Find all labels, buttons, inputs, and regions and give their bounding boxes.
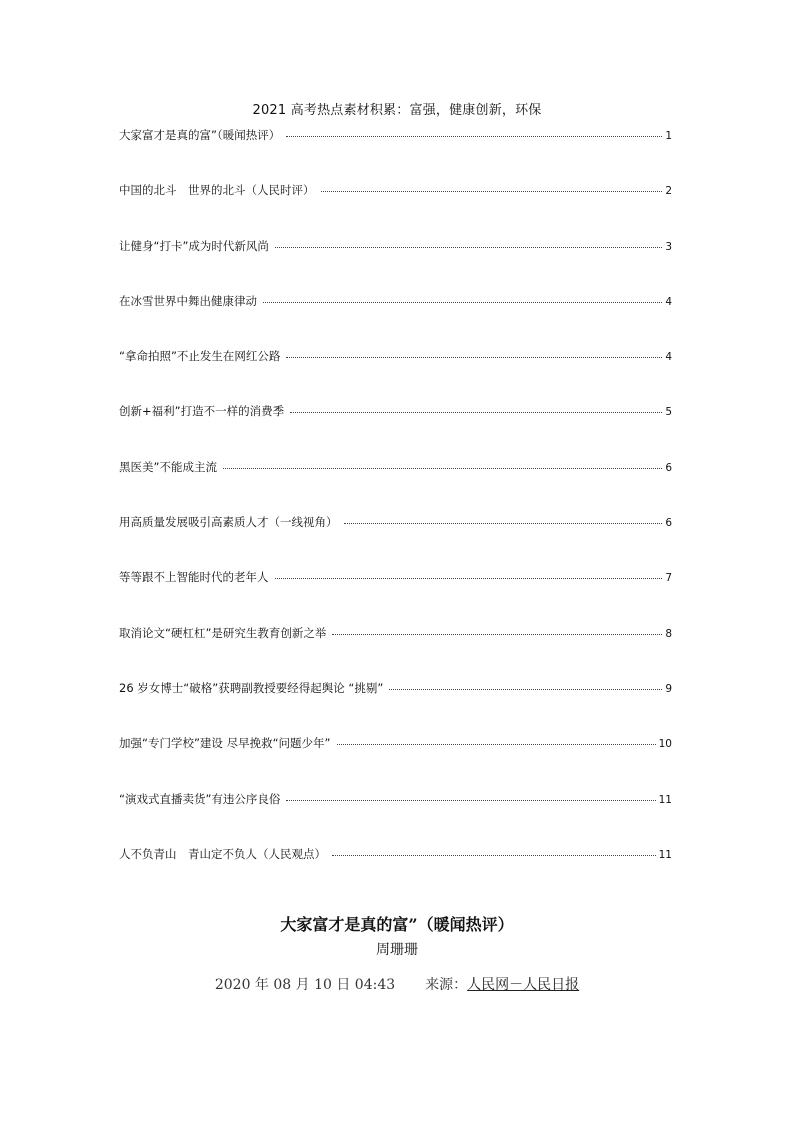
toc-entry[interactable] [119,293,672,348]
toc-dot-leader [290,412,662,413]
toc-entry-page: 8 [665,627,672,640]
toc-entry-page: 4 [665,351,672,364]
toc-entry[interactable] [119,348,672,403]
toc-dot-leader [389,689,662,690]
toc-entry[interactable] [119,680,672,735]
toc-entry-page: 2 [665,185,672,198]
toc-entry[interactable] [119,846,672,901]
toc-dot-leader [263,302,662,303]
toc-entry[interactable] [119,127,672,182]
toc-entry-title: 加强“专门学校”建设 尽早挽救“问题少年” [119,736,331,751]
toc-entry-page: 3 [665,240,672,253]
toc-entry-title: 在冰雪世界中舞出健康律动 [119,293,257,308]
table-of-contents [119,127,672,901]
toc-entry-page: 7 [665,572,672,585]
toc-entry-title: “拿命拍照”不止发生在网红公路 [119,349,281,364]
toc-entry-page: 4 [665,295,672,308]
article-meta [0,974,794,994]
toc-dot-leader [337,744,656,745]
toc-entry-title: “演戏式直播卖货”有违公序良俗 [119,791,281,806]
toc-dot-leader [275,578,663,579]
toc-entry-page: 5 [665,406,672,419]
toc-dot-leader [286,357,662,358]
toc-dot-leader [275,247,662,248]
toc-entry-title: 中国的北斗 世界的北斗（人民时评） [119,183,315,198]
toc-entry-title: 用高质量发展吸引高素质人才（一线视角） [119,515,338,530]
toc-entry-title: 等等跟不上智能时代的老年人 [119,570,269,585]
toc-entry-title: 大家富才是真的富”（暖闻热评） [119,128,281,142]
toc-entry-page: 1 [665,130,672,142]
toc-entry[interactable] [119,182,672,237]
toc-entry-page: 11 [658,848,672,861]
toc-entry-page: 10 [658,738,672,751]
toc-entry[interactable] [119,238,672,293]
toc-entry-title: 让健身“打卡”成为时代新风尚 [119,238,269,253]
toc-dot-leader [332,855,656,856]
toc-entry-page: 9 [665,682,672,695]
toc-dot-leader [321,191,663,192]
toc-entry-page: 11 [658,793,672,806]
source-label: 来源： [425,977,468,993]
toc-entry-title: 人不负青山 青山定不负人（人民观点） [119,846,326,861]
toc-dot-leader [223,468,662,469]
toc-entry[interactable] [119,514,672,569]
article-author: 周珊珊 [376,942,418,958]
toc-entry[interactable] [119,625,672,680]
toc-entry[interactable] [119,791,672,846]
source-link[interactable]: 人民网－人民日报 [467,977,580,993]
toc-dot-leader [332,634,662,635]
toc-entry[interactable] [119,403,672,458]
toc-dot-leader [286,800,655,801]
toc-entry-title: 黑医美”不能成主流 [119,459,217,474]
toc-dot-leader [286,136,662,137]
toc-entry-title: 取消论文“硬杠杠”是研究生教育创新之举 [119,625,327,640]
document-title: 2021 高考热点素材积累：富强，健康创新，环保 [252,103,542,118]
article-date: 2020 年 08 月 10 日 04:43 [214,977,396,993]
article-title: 大家富才是真的富”（暖闻热评） [280,915,514,934]
toc-dot-leader [344,523,663,524]
toc-entry[interactable] [119,735,672,790]
toc-entry-page: 6 [665,461,672,474]
toc-entry-title: 26 岁女博士“破格”获聘副教授要经得起舆论 “挑剔” [119,680,384,695]
toc-entry[interactable] [119,569,672,624]
toc-entry[interactable] [119,459,672,514]
toc-entry-page: 6 [665,517,672,530]
toc-entry-title: 创新+福利”打造不一样的消费季 [119,404,285,419]
